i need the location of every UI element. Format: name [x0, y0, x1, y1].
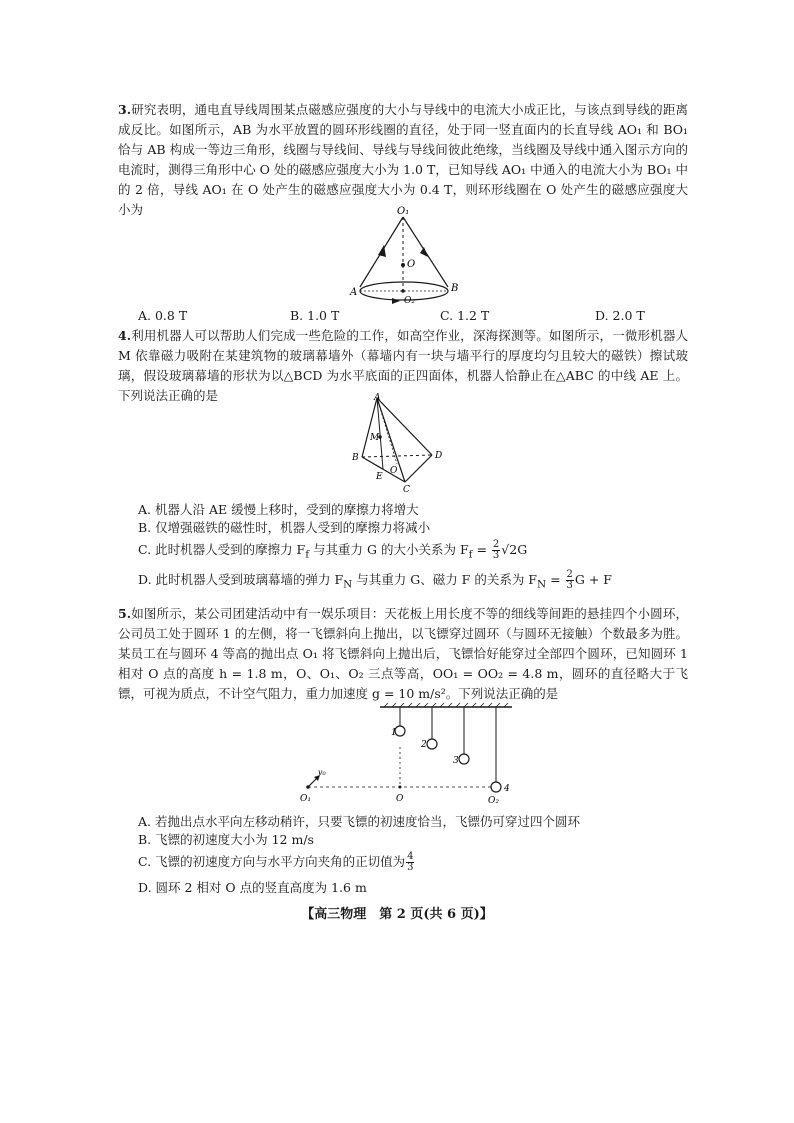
q4-option-c — [138, 540, 678, 565]
question-3 — [118, 100, 688, 220]
center-point-o2 — [401, 289, 405, 293]
option-text: G + F — [574, 572, 612, 587]
q5-figure-rings — [290, 702, 520, 808]
question-stem: 研究表明，通电直导线周围某点磁感应强度的大小与导线中的电流大小成正比，与该点到导线的距离成反比。如图所示，AB 为水平放置的圆环形线圈的直径，处于同一竖直面内的长直导线 AO₁ 和 BO₁ 恰与 AB 构成一等边三角形，线圈与导线间、导线与导线间彼此绝缘，当线圈及导线中通入图示方向的电流时，测得三角形中心 O 处的磁感应强度大小为 1.0 T，已知导线 AO₁ 中通入的电流大小为 BO₁ 中的 2 倍，导线 AO₁ 在 O 处产生的磁感应强度大小为 0.4 T，则环形线圈在 O 处产生的磁感应强度大小为 — [118, 102, 688, 217]
label-o2: O₂ — [404, 296, 415, 305]
point-o — [399, 786, 402, 789]
denominator: 3 — [566, 580, 573, 591]
label-o1: O₁ — [397, 206, 410, 217]
question-stem: 如图所示，某公司团建活动中有一娱乐项目：天花板上用长度不等的细线等间距的悬挂四个小圆环，公司员工处于圆环 1 的左侧，将一飞镖斜向上抛出，以飞镖穿过圆环（与圆环无接触）个数最多为胜。某员工在与圆环 4 等高的抛出点 O₁ 将飞镖斜向上抛出后，飞镖恰好能穿过全部四个圆环，已知圆环 1 相对 O 点的高度 h = 1.8 m，O、O₁、O₂ 三点等高，OO₁ = OO₂ = 4.8 m，圆环的直径略大于飞镖，可视为质点，不计空气阻力，重力加速度 g = 10 m/s²。下列说法正确的是 — [118, 606, 688, 701]
q4-option-a: A. 机器人沿 AE 缓慢上移时，受到的摩擦力将增大 — [138, 502, 419, 517]
option-text: C. 飞镖的初速度方向与水平方向夹角的正切值为 — [138, 854, 406, 869]
q3-option-d: D. 2.0 T — [595, 308, 645, 323]
ring-3 — [459, 754, 469, 764]
ring-4 — [491, 782, 501, 792]
option-text: C. 此时机器人受到的摩擦力 F — [138, 542, 306, 557]
edge-cd — [405, 455, 432, 482]
equals-sign: = — [546, 572, 565, 587]
q5-option-b: B. 飞镖的初速度大小为 12 m/s — [138, 832, 314, 847]
edge-bc — [362, 457, 405, 482]
question-stem: 利用机器人可以帮助人们完成一些危险的工作，如高空作业，深海探测等。如图所示，一微形机器人 M 依靠磁力吸附在某建筑物的玻璃幕墙外（幕墙内有一块与墙平行的厚度均匀且较大的磁铁）擦试玻璃，假设玻璃幕墙的形状为以△BCD 为水平底面的正四面体，机器人恰静止在△ABC 的中线 AE 上。下列说法正确的是 — [118, 328, 688, 403]
question-number: 3. — [118, 102, 132, 117]
label-o: O — [396, 794, 404, 804]
q3-option-c: C. 1.2 T — [440, 308, 490, 323]
q3-figure-cone-coil — [340, 205, 470, 305]
option-text: 与其重力 G 的大小关系为 F — [309, 542, 469, 557]
q3-option-b: B. 1.0 T — [290, 308, 340, 323]
q5-option-c — [138, 852, 678, 873]
q5-option-d: D. 圆环 2 相对 O 点的竖直高度为 1.6 m — [138, 880, 367, 895]
q3-option-a: A. 0.8 T — [138, 308, 188, 323]
label-v0: v₀ — [318, 768, 326, 777]
label-b: B — [451, 283, 459, 294]
center-point-o — [401, 263, 405, 267]
numerator: 2 — [566, 569, 573, 580]
denominator: 3 — [492, 550, 500, 561]
label-o: O — [390, 466, 398, 476]
label-b: B — [352, 453, 359, 463]
point-o1 — [306, 785, 310, 789]
label-ring-4: 4 — [504, 784, 510, 794]
question-number: 4. — [118, 328, 132, 343]
edge-ab — [362, 398, 377, 457]
label-a: A — [350, 287, 358, 298]
label-ring-2: 2 — [421, 740, 427, 750]
label-c: C — [403, 485, 410, 495]
question-number: 5. — [118, 606, 132, 621]
option-text: 与其重力 G、磁力 F 的关系为 F — [352, 572, 537, 587]
q4-option-d — [138, 570, 678, 595]
ring-2 — [427, 739, 437, 749]
label-d: D — [435, 451, 443, 461]
option-text: √2G — [501, 542, 528, 557]
q4-option-b: B. 仅增强磁铁的磁性时，机器人受到的摩擦力将减小 — [138, 520, 431, 535]
current-arrow-right — [420, 247, 428, 257]
fraction — [566, 570, 574, 591]
q5-option-a: A. 若抛出点水平向左移动稍许，只要飞镖的初速度恰当，飞镖仍可穿过四个圆环 — [138, 814, 580, 829]
label-a: A — [374, 393, 381, 403]
option-text: D. 此时机器人受到玻璃幕墙的弹力 F — [138, 572, 344, 587]
numerator: 4 — [407, 851, 414, 862]
subscript: f — [468, 548, 473, 561]
subscript: f — [305, 548, 310, 561]
question-5 — [118, 604, 688, 704]
label-ring-1: 1 — [391, 728, 397, 738]
subscript: N — [343, 578, 353, 591]
q4-figure-tetrahedron — [350, 392, 445, 496]
fraction — [406, 852, 414, 873]
ring-current-arrow — [392, 298, 400, 304]
page-footer: 【高三物理 第 2 页(共 6 页)】 — [301, 907, 493, 922]
label-ring-3: 3 — [453, 756, 459, 766]
subscript: N — [536, 578, 547, 591]
equals-sign: = — [472, 542, 491, 557]
label-e: E — [376, 472, 383, 482]
fraction — [492, 540, 500, 561]
label-o2: O₂ — [488, 796, 499, 806]
label-o1: O₁ — [300, 794, 311, 804]
label-o: O — [407, 259, 416, 270]
denominator: 3 — [407, 862, 414, 873]
label-m: M — [370, 433, 380, 443]
numerator: 2 — [492, 539, 500, 550]
